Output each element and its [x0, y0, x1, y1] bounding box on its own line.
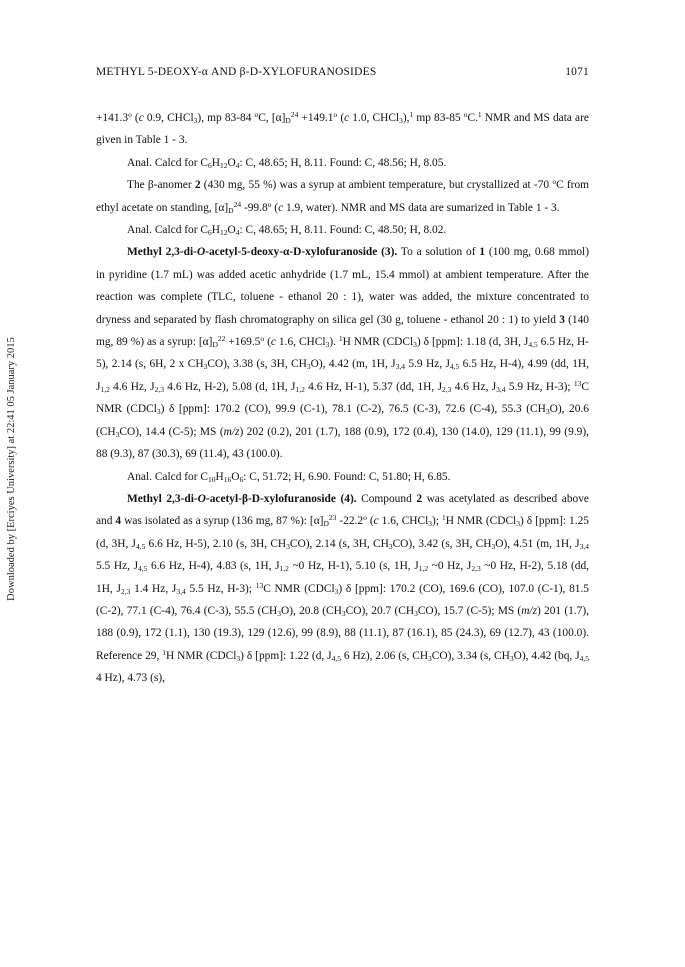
body-text — [96, 107, 589, 690]
paragraph: Methyl 2,3-di-O-acetyl-β-D-xylofuranoside (4). Compound 2 was acetylated as described above and 4 was isolated as a syrup (136 mg, 87 %): $[\alpha]_D^{23}$ -22.2$^o$ (c 1.6, CHCl$_3$); $^1$H NMR (CDCl$_3$) δ [ppm]: 1.25 (d, 3H, $J_{4,5}$ 6.6 Hz, H-5), 2.10 (s, 3H, $CH_3CO$), 2.14 (s, 3H, $CH_3CO$), 3.42 (s, 3H, $CH_3O$), 4.51 (m, 1H, $J_{3,4}$ 5.5 Hz, $J_{4,5}$ 6.6 Hz, H-4), 4.83 (s, 1H, $J_{1,2}$ ~0 Hz, H-1), 5.10 (s, 1H, $J_{1,2}$ ~0 Hz, $J_{2,3}$ ~0 Hz, H-2), 5.18 (dd, 1H, $J_{2,3}$ 1.4 Hz, $J_{3,4}$ 5.5 Hz, H-3); $^{13}$C NMR (CDCl$_3$) δ [ppm]: 170.2 (CO), 169.6 (CO), 107.0 (C-1), 81.5 (C-2), 77.1 (C-4), 76.4 (C-3), 55.5 $(CH_3O)$, 20.8 $(CH_3CO)$, 20.7 $(CH_3CO)$, 15.7 (C-5); MS (m/z) 201 (1.7), 188 (0.9), 172 (1.1), 130 (19.3), 129 (12.6), 99 (8.9), 88 (11.1), 87 (16.1), 85 (24.3), 69 (12.7), 43 (100.0). Reference 29, $^1$H NMR (CDCl$_3$) δ [ppm]: 1.22 (d, $J_{4,5}$ 6 Hz), 2.06 (s, $CH_3CO$), 3.34 (s, $CH_3O$), 4.42 (bq, $J_{4,5}$ 4 Hz), 4.73 (s), — [96, 492, 590, 685]
paragraph: Anal. Calcd for $C_6H_{12}O_4$: C, 48.65; H, 8.11. Found: C, 48.50; H, 8.02. — [127, 224, 447, 238]
paragraph: The β-anomer 2 (430 mg, 55 %) was a syrup at ambient temperature, but crystallized at -70 $^o$C from ethyl acetate on standing, $[\alpha]_D^{24}$ -99.8$^o$ (c 1.9, water). NMR and MS data are sumarized in Table 1 - 3. — [96, 177, 590, 215]
running-title: METHYL 5-DEOXY-α AND β-D-XYLOFURANOSIDES — [96, 66, 377, 78]
paragraph: Anal. Calcd for $C_{10}H_{16}O_6$: C, 51.72; H, 6.90. Found: C, 51.80; H, 6.85. — [127, 470, 451, 484]
paragraph: $+141.3^o$ (c 0.9, CHCl$_3$), mp 83-84 $^o$C, $[\alpha]_D^{24} +149.1^o$ (c 1.0, CHCl$_3$),$^1$ mp 83-85 $^o$C.$^1$ NMR and MS data are given in Table 1 - 3. — [96, 110, 589, 147]
paragraph: Methyl 2,3-di-O-acetyl-5-deoxy-α-D-xylofuranoside (3). To a solution of 1 (100 mg, 0.68 mmol) in pyridine (1.7 mL) was added acetic anhydride (1.7 mL, 15.4 mmol) at ambient temperature. After the reaction was complete (TLC, toluene - ethanol 20 : 1), water was added, the mixture concentrated to dryness and separated by flash chromatography on silica gel (30 g, toluene - ethanol 20 : 1) to yield 3 (140 mg, 89 %) as a syrup: $[\alpha]_D^{22} +169.5^o$ (c 1.6, CHCl$_3$). $^1$H NMR (CDCl$_3$) δ [ppm]: 1.18 (d, 3H, $J_{4,5}$ 6.5 Hz, H-5), 2.14 (s, 6H, 2 x $CH_3CO$), 3.38 (s, 3H, $CH_3O$), 4.42 (m, 1H, $J_{3,4}$ 5.9 Hz, $J_{4,5}$ 6.5 Hz, H-4), 4.99 (dd, 1H, $J_{1,2}$ 4.6 Hz, $J_{2,3}$ 4.6 Hz, H-2), 5.08 (d, 1H, $J_{1,2}$ 4.6 Hz, H-1), 5.37 (dd, 1H, $J_{2,3}$ 4.6 Hz, $J_{3,4}$ 5.9 Hz, H-3); $^{13}$C NMR (CDCl$_3$) δ [ppm]: 170.2 (CO), 99.9 (C-1), 78.1 (C-2), 76.5 (C-3), 72.6 (C-4), 55.3 $(CH_3O)$, 20.6 $(CH_3CO)$, 14.4 (C-5); MS (m/z) 202 (0.2), 201 (1.7), 188 (0.9), 172 (0.4), 130 (14.0), 129 (11.1), 99 (9.9), 88 (9.3), 87 (30.3), 69 (11.4), 43 (100.0). — [96, 246, 590, 461]
page-number: 1071 — [565, 66, 589, 78]
paragraph: Anal. Calcd for $C_6H_{12}O_4$: C, 48.65; H, 8.11. Found: C, 48.56; H, 8.05. — [127, 156, 447, 170]
download-notice: Downloaded by [Erciyes University] at 22:41 05 January 2015 — [6, 337, 17, 601]
running-header — [96, 66, 589, 82]
